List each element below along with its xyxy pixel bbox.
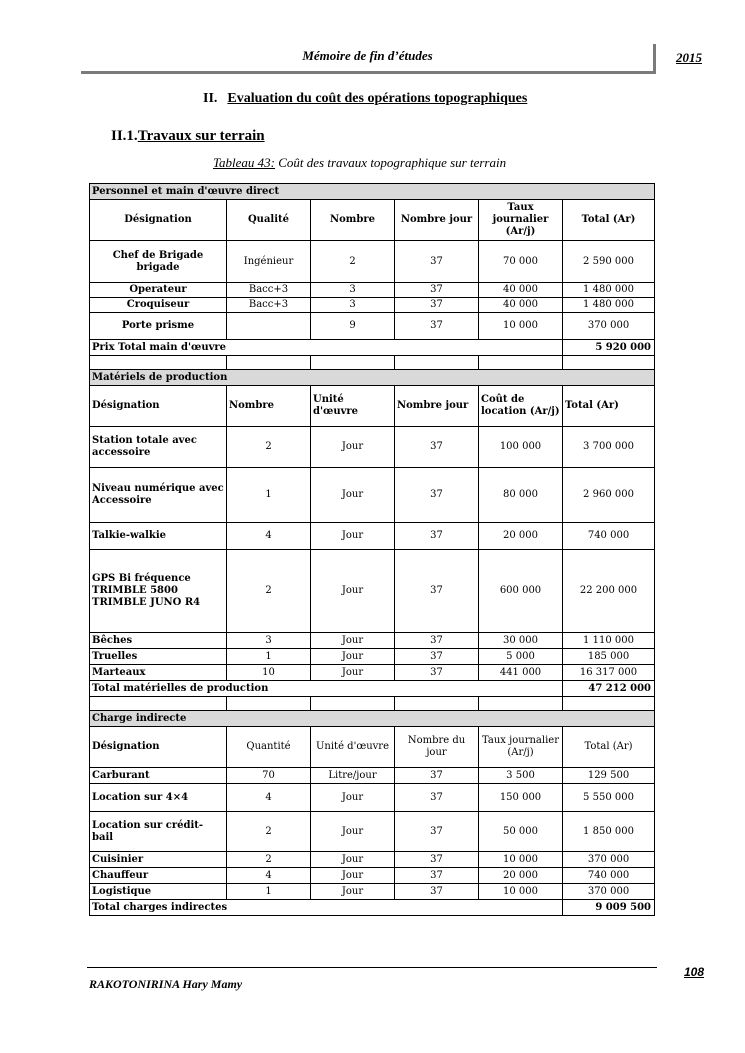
table-cell: Ingénieur: [227, 241, 311, 283]
table-cell: 3 500: [479, 768, 563, 784]
table-cell: 10 000: [479, 313, 563, 340]
header-title: Mémoire de fin d’études: [302, 48, 433, 63]
table-cell: 37: [395, 523, 479, 550]
personnel-header-row: [90, 200, 655, 241]
caption-label: Tableau 43:: [213, 155, 275, 170]
designation-cell: Chef de Brigade brigade: [90, 241, 227, 283]
col-header: Coût de location (Ar/j): [479, 386, 563, 427]
designation-cell: Chauffeur: [90, 868, 227, 884]
col-header: Taux journalier (Ar/j): [479, 727, 563, 768]
table-cell: Jour: [311, 649, 395, 665]
table-cell: 70: [227, 768, 311, 784]
table-cell: 2: [227, 852, 311, 868]
charges-section-title: Charge indirecte: [90, 711, 655, 727]
designation-cell: Cuisinier: [90, 852, 227, 868]
col-header: Total (Ar): [563, 727, 655, 768]
table-cell: 16 317 000: [563, 665, 655, 681]
page-number: 108: [684, 965, 705, 979]
designation-cell: Station totale avec accessoire: [90, 427, 227, 468]
table-row: [90, 868, 655, 884]
charges-section-row: [90, 711, 655, 727]
table-cell: Bacc+3: [227, 298, 311, 313]
table-cell: 10 000: [479, 884, 563, 900]
table-row: [90, 884, 655, 900]
col-header: Quantité: [227, 727, 311, 768]
total-label: Total charges indirectes: [90, 900, 563, 916]
personnel-total-row: [90, 340, 655, 356]
section-number: II.: [203, 91, 218, 106]
table-cell: Jour: [311, 784, 395, 812]
table-cell: 4: [227, 784, 311, 812]
table-cell: 2: [227, 812, 311, 852]
table-cell: 80 000: [479, 468, 563, 523]
designation-cell: GPS Bi fréquence TRIMBLE 5800 TRIMBLE JUNO R4: [90, 550, 227, 633]
table-cell: 3: [311, 283, 395, 298]
table-cell: Jour: [311, 812, 395, 852]
table-row: [90, 852, 655, 868]
section-title: Evaluation du coût des opérations topographiques: [227, 91, 528, 106]
table-cell: 740 000: [563, 868, 655, 884]
section-heading: [203, 91, 527, 107]
designation-cell: Location sur 4×4: [90, 784, 227, 812]
table-cell: 100 000: [479, 427, 563, 468]
designation-cell: Marteaux: [90, 665, 227, 681]
table-cell: Jour: [311, 550, 395, 633]
table-cell: 37: [395, 468, 479, 523]
table-cell: 4: [227, 523, 311, 550]
table-cell: 1 480 000: [563, 298, 655, 313]
designation-cell: Talkie-walkie: [90, 523, 227, 550]
table-cell: 40 000: [479, 298, 563, 313]
table-cell: 370 000: [563, 852, 655, 868]
table-row: [90, 633, 655, 649]
table-cell: 2 590 000: [563, 241, 655, 283]
table-cell: Jour: [311, 852, 395, 868]
table-cell: 1 110 000: [563, 633, 655, 649]
table-cell: 1: [227, 468, 311, 523]
table-cell: 441 000: [479, 665, 563, 681]
materiels-total-row: [90, 681, 655, 697]
designation-cell: Location sur crédit-bail: [90, 812, 227, 852]
col-header: Désignation: [90, 386, 227, 427]
col-header: Nombre du jour: [395, 727, 479, 768]
table-cell: 37: [395, 665, 479, 681]
table-cell: 5 550 000: [563, 784, 655, 812]
table-cell: 10 000: [479, 852, 563, 868]
table-row: [90, 241, 655, 283]
table-cell: 2: [227, 550, 311, 633]
table-cell: 1: [227, 649, 311, 665]
header-year: 2015: [676, 50, 702, 65]
table-cell: 600 000: [479, 550, 563, 633]
table-cell: 2 960 000: [563, 468, 655, 523]
table-cell: 3: [311, 298, 395, 313]
table-cell: 1 480 000: [563, 283, 655, 298]
table-cell: 4: [227, 868, 311, 884]
table-cell: 37: [395, 298, 479, 313]
col-header: Total (Ar): [563, 200, 655, 241]
table-row: [90, 550, 655, 633]
table-cell: 370 000: [563, 313, 655, 340]
col-header: Unité d'œuvre: [311, 727, 395, 768]
cost-table: [89, 183, 655, 916]
designation-cell: Truelles: [90, 649, 227, 665]
table-caption: [213, 155, 506, 171]
designation-cell: Porte prisme: [90, 313, 227, 340]
table-cell: 37: [395, 427, 479, 468]
table-row: [90, 784, 655, 812]
header-rule: [81, 71, 653, 74]
footer-author: RAKOTONIRINA Hary Mamy: [89, 977, 243, 991]
subsection-heading: [111, 128, 265, 145]
footer-rule: [87, 967, 657, 968]
table-cell: 150 000: [479, 784, 563, 812]
charges-total-row: [90, 900, 655, 916]
table-row: [90, 812, 655, 852]
total-label: Prix Total main d'œuvre: [90, 340, 563, 356]
table-cell: Bacc+3: [227, 283, 311, 298]
table-cell: 40 000: [479, 283, 563, 298]
col-header: Nombre jour: [395, 200, 479, 241]
table-cell: 70 000: [479, 241, 563, 283]
col-header: Total (Ar): [563, 386, 655, 427]
table-cell: Jour: [311, 665, 395, 681]
col-header: Taux journalier (Ar/j): [479, 200, 563, 241]
table-row: [90, 665, 655, 681]
table-cell: 5 000: [479, 649, 563, 665]
table-cell: 370 000: [563, 884, 655, 900]
table-cell: 129 500: [563, 768, 655, 784]
charges-header-row: [90, 727, 655, 768]
spacer-row: [90, 697, 655, 711]
designation-cell: Niveau numérique avec Accessoire: [90, 468, 227, 523]
table-cell: Jour: [311, 468, 395, 523]
table-cell: Litre/jour: [311, 768, 395, 784]
table-cell: 740 000: [563, 523, 655, 550]
personnel-section-row: [90, 184, 655, 200]
col-header: Nombre: [311, 200, 395, 241]
col-header: Nombre jour: [395, 386, 479, 427]
col-header: Désignation: [90, 727, 227, 768]
table-cell: Jour: [311, 633, 395, 649]
designation-cell: Operateur: [90, 283, 227, 298]
col-header: Nombre: [227, 386, 311, 427]
header-divider: [653, 44, 656, 74]
table-cell: 1 850 000: [563, 812, 655, 852]
caption-text: Coût des travaux topographique sur terrain: [275, 155, 507, 170]
table-cell: 2: [227, 427, 311, 468]
col-header: Qualité: [227, 200, 311, 241]
table-cell: 37: [395, 868, 479, 884]
table-cell: 185 000: [563, 649, 655, 665]
total-value: 5 920 000: [563, 340, 655, 356]
materiels-section-title: Matériels de production: [90, 370, 655, 386]
table-row: [90, 283, 655, 298]
table-cell: 37: [395, 852, 479, 868]
table-row: [90, 298, 655, 313]
table-cell: 37: [395, 784, 479, 812]
table-row: [90, 468, 655, 523]
table-cell: 37: [395, 768, 479, 784]
table-cell: Jour: [311, 884, 395, 900]
table-cell: 50 000: [479, 812, 563, 852]
table-cell: 3: [227, 633, 311, 649]
designation-cell: Carburant: [90, 768, 227, 784]
table-cell: 37: [395, 812, 479, 852]
table-cell: 37: [395, 649, 479, 665]
table-cell: 22 200 000: [563, 550, 655, 633]
col-header: Unité d'œuvre: [311, 386, 395, 427]
table-row: [90, 523, 655, 550]
table-cell: 37: [395, 313, 479, 340]
total-label: Total matérielles de production: [90, 681, 563, 697]
table-cell: 2: [311, 241, 395, 283]
table-cell: 20 000: [479, 868, 563, 884]
designation-cell: Croquiseur: [90, 298, 227, 313]
table-cell: Jour: [311, 523, 395, 550]
table-row: [90, 768, 655, 784]
table-cell: Jour: [311, 868, 395, 884]
table-cell: 3 700 000: [563, 427, 655, 468]
table-cell: 37: [395, 283, 479, 298]
table-row: [90, 313, 655, 340]
table-cell: 20 000: [479, 523, 563, 550]
personnel-section-title: Personnel et main d'œuvre direct: [90, 184, 655, 200]
materiels-header-row: [90, 386, 655, 427]
table-cell: 30 000: [479, 633, 563, 649]
table-cell: 37: [395, 633, 479, 649]
subsection-title: Travaux sur terrain: [137, 128, 265, 144]
materiels-section-row: [90, 370, 655, 386]
designation-cell: Bêches: [90, 633, 227, 649]
total-value: 47 212 000: [563, 681, 655, 697]
table-cell: 37: [395, 884, 479, 900]
table-cell: 37: [395, 241, 479, 283]
table-cell: [227, 313, 311, 340]
designation-cell: Logistique: [90, 884, 227, 900]
table-cell: 1: [227, 884, 311, 900]
table-row: [90, 427, 655, 468]
subsection-number: II.1.: [111, 128, 138, 144]
total-value: 9 009 500: [563, 900, 655, 916]
table-cell: Jour: [311, 427, 395, 468]
table-cell: 37: [395, 550, 479, 633]
table-row: [90, 649, 655, 665]
table-cell: 10: [227, 665, 311, 681]
spacer-row: [90, 356, 655, 370]
table-cell: 9: [311, 313, 395, 340]
col-header: Désignation: [90, 200, 227, 241]
